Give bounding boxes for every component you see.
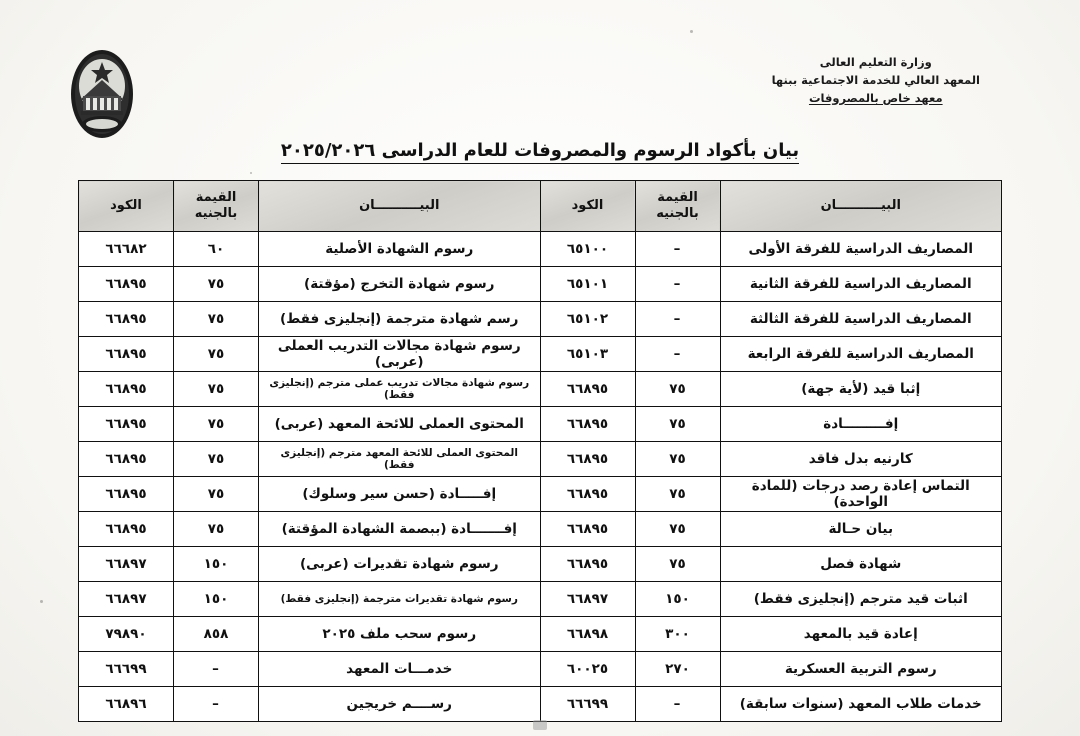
header-value-right: القيمة بالجنيه bbox=[635, 181, 720, 232]
cell-value-right: – bbox=[635, 337, 720, 372]
table-row bbox=[79, 477, 1002, 512]
cell-value-left: ٧٥ bbox=[174, 442, 259, 477]
cell-desc-right: كارنيه بدل فاقد bbox=[720, 442, 1002, 477]
cell-desc-right: المصاريف الدراسية للفرقة الرابعة bbox=[720, 337, 1002, 372]
cell-code-left: ٦٦٨٩٥ bbox=[79, 337, 174, 372]
cell-desc-right: بيان حـالة bbox=[720, 512, 1002, 547]
cell-desc-left: رســــم خريجين bbox=[259, 687, 541, 722]
scan-speck bbox=[690, 30, 693, 33]
cell-desc-left: رسوم سحب ملف ٢٠٢٥ bbox=[259, 617, 541, 652]
cell-desc-right: شهادة فصل bbox=[720, 547, 1002, 582]
cell-code-right: ٦٦٨٩٥ bbox=[540, 407, 635, 442]
ministry-line-2: المعهد العالي للخدمة الاجتماعية ببنها bbox=[771, 72, 980, 87]
cell-desc-right: المصاريف الدراسية للفرقة الأولى bbox=[720, 232, 1002, 267]
cell-desc-left: رسوم شهادة التخرج (مؤقتة) bbox=[259, 267, 541, 302]
cell-code-right: ٦٦٨٩٥ bbox=[540, 477, 635, 512]
table-row bbox=[79, 547, 1002, 582]
cell-desc-left: إفـــــــادة (ببصمة الشهادة المؤقتة) bbox=[259, 512, 541, 547]
cell-value-left: – bbox=[174, 687, 259, 722]
cell-value-left: ٧٥ bbox=[174, 267, 259, 302]
cell-desc-left: رسم شهادة مترجمة (إنجليزى فقط) bbox=[259, 302, 541, 337]
page-title-text: بيان بأكواد الرسوم والمصروفات للعام الدراسى ٢٠٢٥/٢٠٢٦ bbox=[281, 140, 799, 164]
cell-code-right: ٦٥١٠٣ bbox=[540, 337, 635, 372]
cell-code-left: ٦٦٨٩٧ bbox=[79, 547, 174, 582]
cell-value-right: ٧٥ bbox=[635, 512, 720, 547]
cell-desc-left: رسوم شهادة تقديرات مترجمة (إنجليزى فقط) bbox=[259, 582, 541, 617]
table-row bbox=[79, 442, 1002, 477]
cell-value-right: ٧٥ bbox=[635, 407, 720, 442]
table-row bbox=[79, 407, 1002, 442]
cell-desc-left: المحتوى العملى للائحة المعهد مترجم (إنجليزى فقط) bbox=[259, 442, 541, 477]
header-desc-right: البيــــــــــان bbox=[720, 181, 1002, 232]
table-row bbox=[79, 652, 1002, 687]
cell-value-right: – bbox=[635, 302, 720, 337]
cell-code-right: ٦٥١٠٢ bbox=[540, 302, 635, 337]
table-row bbox=[79, 232, 1002, 267]
table-row bbox=[79, 582, 1002, 617]
cell-value-right: ٣٠٠ bbox=[635, 617, 720, 652]
cell-code-left: ٦٦٨٩٥ bbox=[79, 267, 174, 302]
fees-table-body bbox=[79, 232, 1002, 722]
cell-code-right: ٦٦٨٩٧ bbox=[540, 582, 635, 617]
cell-code-right: ٦٦٨٩٥ bbox=[540, 372, 635, 407]
cell-code-left: ٦٦٦٩٩ bbox=[79, 652, 174, 687]
cell-desc-right: التماس إعادة رصد درجات (للمادة الواحدة) bbox=[720, 477, 1002, 512]
cell-desc-right: رسوم التربية العسكرية bbox=[720, 652, 1002, 687]
cell-code-right: ٦٥١٠٠ bbox=[540, 232, 635, 267]
cell-code-left: ٦٦٨٩٧ bbox=[79, 582, 174, 617]
cell-value-right: ٧٥ bbox=[635, 477, 720, 512]
table-row bbox=[79, 687, 1002, 722]
fees-table-container bbox=[78, 180, 1002, 722]
cell-value-left: ١٥٠ bbox=[174, 547, 259, 582]
cell-code-right: ٦٥١٠١ bbox=[540, 267, 635, 302]
cell-value-left: ٧٥ bbox=[174, 407, 259, 442]
cell-value-left: – bbox=[174, 652, 259, 687]
cell-value-left: ٧٥ bbox=[174, 337, 259, 372]
page-title bbox=[0, 140, 1080, 161]
cell-code-right: ٦٦٨٩٥ bbox=[540, 512, 635, 547]
fees-table-head bbox=[79, 181, 1002, 232]
cell-desc-right: إعادة قيد بالمعهد bbox=[720, 617, 1002, 652]
ministry-line-1: وزارة التعليم العالى bbox=[819, 55, 932, 69]
header-value-left: القيمة بالجنيه bbox=[174, 181, 259, 232]
table-row bbox=[79, 302, 1002, 337]
table-row bbox=[79, 337, 1002, 372]
cell-value-left: ٧٥ bbox=[174, 302, 259, 337]
cell-code-left: ٦٦٦٨٢ bbox=[79, 232, 174, 267]
table-row bbox=[79, 267, 1002, 302]
cell-code-right: ٦٠٠٢٥ bbox=[540, 652, 635, 687]
cell-desc-right: اثبات قيد مترجم (إنجليزى فقط) bbox=[720, 582, 1002, 617]
institute-emblem-icon bbox=[60, 46, 144, 142]
cell-desc-left: إفـــــادة (حسن سير وسلوك) bbox=[259, 477, 541, 512]
cell-value-right: ٢٧٠ bbox=[635, 652, 720, 687]
ministry-line-3: معهد خاص بالمصروفات bbox=[808, 90, 943, 105]
cell-value-left: ٧٥ bbox=[174, 512, 259, 547]
cell-desc-left: خدمـــات المعهد bbox=[259, 652, 541, 687]
table-row bbox=[79, 512, 1002, 547]
cell-code-left: ٦٦٨٩٥ bbox=[79, 477, 174, 512]
cell-value-right: – bbox=[635, 267, 720, 302]
cell-value-left: ١٥٠ bbox=[174, 582, 259, 617]
scan-bottom-mark bbox=[533, 720, 547, 730]
cell-value-right: ٧٥ bbox=[635, 442, 720, 477]
cell-value-right: ١٥٠ bbox=[635, 582, 720, 617]
cell-code-left: ٦٦٨٩٥ bbox=[79, 442, 174, 477]
header-desc-left: البيــــــــــان bbox=[259, 181, 541, 232]
cell-code-right: ٦٦٨٩٨ bbox=[540, 617, 635, 652]
cell-desc-left: رسوم الشهادة الأصلية bbox=[259, 232, 541, 267]
cell-desc-left: رسوم شهادة تقديرات (عربى) bbox=[259, 547, 541, 582]
cell-value-right: ٧٥ bbox=[635, 547, 720, 582]
cell-code-left: ٦٦٨٩٦ bbox=[79, 687, 174, 722]
header-code-left: الكود bbox=[79, 181, 174, 232]
cell-code-right: ٦٦٨٩٥ bbox=[540, 442, 635, 477]
cell-value-left: ٧٥ bbox=[174, 372, 259, 407]
cell-desc-right: خدمات طلاب المعهد (سنوات سابقة) bbox=[720, 687, 1002, 722]
cell-value-right: ٧٥ bbox=[635, 372, 720, 407]
cell-desc-right: المصاريف الدراسية للفرقة الثالثة bbox=[720, 302, 1002, 337]
fees-table bbox=[78, 180, 1002, 722]
cell-value-right: – bbox=[635, 232, 720, 267]
cell-code-right: ٦٦٦٩٩ bbox=[540, 687, 635, 722]
cell-desc-right: إفـــــــــادة bbox=[720, 407, 1002, 442]
cell-code-left: ٦٦٨٩٥ bbox=[79, 302, 174, 337]
cell-code-right: ٦٦٨٩٥ bbox=[540, 547, 635, 582]
cell-desc-right: المصاريف الدراسية للفرقة الثانية bbox=[720, 267, 1002, 302]
table-row bbox=[79, 372, 1002, 407]
cell-desc-left: المحتوى العملى للائحة المعهد (عربى) bbox=[259, 407, 541, 442]
table-header-row bbox=[79, 181, 1002, 232]
cell-code-left: ٧٩٨٩٠ bbox=[79, 617, 174, 652]
cell-desc-left: رسوم شهادة مجالات تدريب عملى مترجم (إنجليزى فقط) bbox=[259, 372, 541, 407]
cell-value-left: ٦٠ bbox=[174, 232, 259, 267]
cell-desc-right: إثبا قيد (لأية جهة) bbox=[720, 372, 1002, 407]
cell-code-left: ٦٦٨٩٥ bbox=[79, 512, 174, 547]
header-code-right: الكود bbox=[540, 181, 635, 232]
cell-code-left: ٦٦٨٩٥ bbox=[79, 372, 174, 407]
table-row bbox=[79, 617, 1002, 652]
cell-value-right: – bbox=[635, 687, 720, 722]
ministry-heading bbox=[772, 54, 980, 107]
scan-speck bbox=[40, 600, 43, 603]
cell-code-left: ٦٦٨٩٥ bbox=[79, 407, 174, 442]
scan-speck bbox=[250, 172, 252, 174]
cell-value-left: ٨٥٨ bbox=[174, 617, 259, 652]
cell-value-left: ٧٥ bbox=[174, 477, 259, 512]
cell-desc-left: رسوم شهادة مجالات التدريب العملى (عربى) bbox=[259, 337, 541, 372]
